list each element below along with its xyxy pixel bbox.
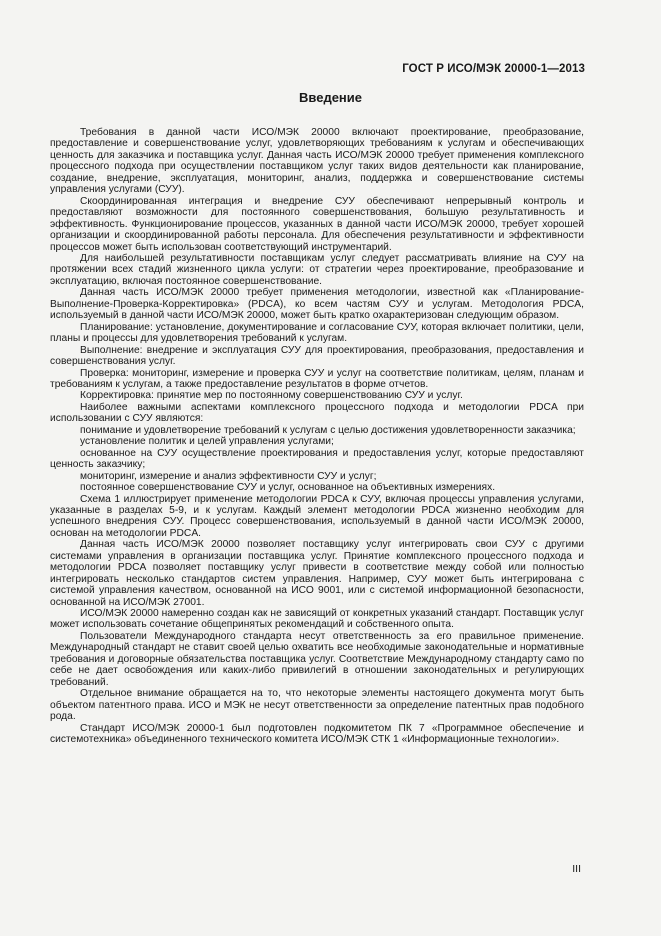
list-item: основанное на СУУ осуществление проектирования и предоставления услуг, которые предоставляют ценность заказчику; — [50, 447, 584, 471]
paragraph: Данная часть ИСО/МЭК 20000 позволяет поставщику услуг интегрировать свои СУУ с другими системами управления в организации поставщика услуг. Принятие комплексного процессного подхода и методологии PDCA позволяет поставщику услуг привести в соответствие между собой или полностью интегрировать несколько стандартов систем управления. Например, СУУ может быть интегрирована с системой управления качеством, основанной на ИСО 9001, или с системой информационной безопасности, основанной на ИСО/МЭК 27001. — [50, 539, 584, 608]
paragraph: Схема 1 иллюстрирует применение методологии PDCA к СУУ, включая процессы управления услугами, указанные в разделах 5-9, и к услугам. Каждый элемент методологии PDCA жизненно необходим для успешного внедрения СУУ. Процесс совершенствования, используемый в данной части ИСО/МЭК 20000, основан на методологии PDCA. — [50, 493, 584, 539]
list-item: мониторинг, измерение и анализ эффективности СУУ и услуг; — [80, 470, 377, 482]
document-header-id: ГОСТ Р ИСО/МЭК 20000-1—2013 — [402, 63, 585, 75]
list-item: понимание и удовлетворение требований к услугам с целью достижения удовлетворенности заказчика; — [80, 424, 576, 436]
paragraph: Выполнение: внедрение и эксплуатация СУУ для проектирования, преобразования, предоставления и совершенствования услуг. — [50, 344, 584, 368]
paragraph: Отдельное внимание обращается на то, что некоторые элементы настоящего документа могут быть объектом патентного права. ИСО и МЭК не несут ответственности за определение патентных прав подобного рода. — [50, 688, 584, 723]
section-title: Введение — [299, 90, 362, 105]
document-body — [50, 127, 584, 745]
paragraph: Для наибольшей результативности поставщикам услуг следует рассматривать влияние на СУУ на протяжении всех стадий жизненного цикла услуги: от стратегии через проектирование, преобразование и эксплуатацию, включая постоянное совершенствование. — [50, 252, 584, 287]
paragraph: Стандарт ИСО/МЭК 20000-1 был подготовлен подкомитетом ПК 7 «Программное обеспечение и системотехника» объединенного технического комитета ИСО/МЭК СТК 1 «Информационные технологии». — [50, 722, 584, 746]
paragraph: Корректировка: принятие мер по постоянному совершенствованию СУУ и услуг. — [80, 390, 463, 402]
paragraph: Проверка: мониторинг, измерение и проверка СУУ и услуг на соответствие политикам, целям, планам и требованиям к услугам, а также предоставление результатов в форме отчетов. — [50, 367, 584, 390]
paragraph: Скоординированная интеграция и внедрение СУУ обеспечивают непрерывный контроль и предоставляют возможности для постоянного совершенствования, большую результативность и эффективность. Функционирование процессов, указанных в данной части ИСО/МЭК 20000, требует хорошей организации и скоординированной работы персонала. Для обеспечения результативности и эффективности процессов может быть использован соответствующий инструментарий. — [50, 195, 584, 253]
paragraph: Планирование: установление, документирование и согласование СУУ, которая включает политики, цели, планы и процессы для удовлетворения требований к услугам. — [50, 321, 584, 345]
list-item: установление политик и целей управления услугами; — [80, 436, 334, 448]
page-number: III — [572, 863, 581, 875]
paragraph: Данная часть ИСО/МЭК 20000 требует применения методологии, известной как «Планирование-Выполнение-Проверка-Корректировка» (PDCA), ко всем частям СУУ и услугам. Методология PDCA, используемый в данной части ИСО/МЭК 20000, может быть кратко охарактеризован следующим образом. — [50, 287, 584, 322]
paragraph: Пользователи Международного стандарта несут ответственность за его правильное применение. Международный стандарт не ставит своей целью охватить все необходимые законодательные и нормативные требования и договорные обязательства поставщика услуг. Соответствие Международному стандарту само по себе не дает освобождения или каких-либо привилегий в отношении законодательных и регулирующих требований. — [50, 630, 584, 688]
paragraph: ИСО/МЭК 20000 намеренно создан как не зависящий от конкретных указаний стандарт. Поставщик услуг может использовать сочетание общепринятых рекомендаций и собственного опыта. — [50, 608, 584, 631]
paragraph: Наиболее важными аспектами комплексного процессного подхода и методологии PDCA при использовании с СУУ являются: — [50, 401, 584, 425]
paragraph: Требования в данной части ИСО/МЭК 20000 включают проектирование, преобразование, предоставление и совершенствование услуг, удовлетворяющих требованиям к услугам и обеспечивающих ценность для заказчика и поставщика услуг. Данная часть ИСО/МЭК 20000 требует применения комплексного процессного подхода при осуществлении поставщиком услуг таких видов деятельности как планирование, создание, внедрение, эксплуатация, мониторинг, анализ, поддержка и совершенствование системы управления услугами (СУУ). — [50, 127, 584, 196]
list-item: постоянное совершенствование СУУ и услуг, основанное на объективных измерениях. — [80, 482, 496, 494]
